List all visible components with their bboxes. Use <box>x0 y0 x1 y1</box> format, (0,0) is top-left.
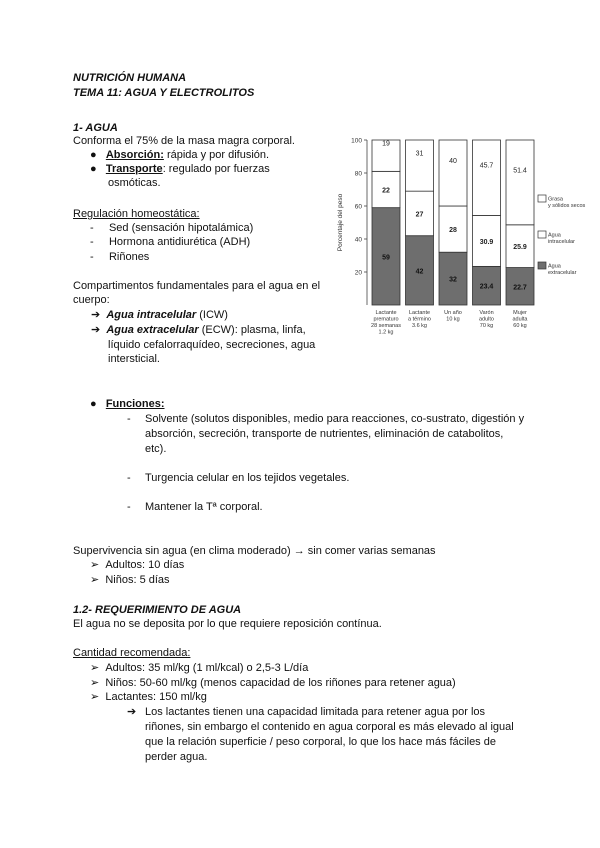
bar-value-label: 59 <box>382 254 390 262</box>
y-tick-label: 100 <box>351 137 362 145</box>
x-category-label: 28 semanas <box>371 323 401 329</box>
legend-label: Agua <box>548 263 561 270</box>
funcion-item: - <box>127 501 131 513</box>
x-category-label: adulta <box>512 316 528 323</box>
legend-swatch <box>538 231 546 238</box>
legend-label: intracelular <box>548 239 575 245</box>
bar-value-label: 22.7 <box>513 284 527 292</box>
x-category-label: Lactante <box>408 310 431 316</box>
section-heading-agua: 1- AGUA <box>73 122 118 134</box>
bar-value-label: 40 <box>449 158 457 165</box>
bar-value-label: 51.4 <box>513 167 527 175</box>
lactantes-note: perder agua. <box>145 751 208 763</box>
regulacion-item: - Riñones <box>90 251 150 263</box>
bar-value-label: 19 <box>382 140 390 148</box>
legend-label: Agua <box>548 232 561 239</box>
compartimentos-intro: Compartimentos fundamentales para el agua en el <box>73 280 321 292</box>
regulacion-item: - Sed (sensación hipotalámica) <box>90 222 254 234</box>
lactantes-note: que la relación superficie / peso corporal, lo que los hace más fáciles de <box>145 736 496 748</box>
lactantes-note: Los lactantes tienen una capacidad limitada para retener agua por los <box>145 706 486 718</box>
bullet-term: Absorción: <box>105 149 164 161</box>
lactantes-note: riñones, sin embargo el contenido en agua corporal es más elevado al igual <box>145 721 514 733</box>
y-tick-label: 80 <box>354 170 362 178</box>
course-title: NUTRICIÓN HUMANA <box>73 72 187 84</box>
arrow-icon: ➔ <box>91 309 101 321</box>
x-category-label: Mujer <box>513 310 527 316</box>
supervivencia-item: ➢ Niños: 5 días <box>90 574 170 586</box>
bullet-text: : regulado por fuerzas <box>162 163 270 175</box>
legend-label: y sólidos secos <box>548 203 586 209</box>
triangle-arrow-icon: ➢ <box>90 677 100 689</box>
x-category-label: 10 kg <box>446 316 460 323</box>
cantidad-item: ➢ Lactantes: 150 ml/kg <box>90 691 207 703</box>
bar-value-label: 25.9 <box>513 244 527 252</box>
x-category-label: adulto <box>479 316 494 323</box>
funcion-item: - <box>127 413 131 425</box>
intro-text: Conforma el 75% de la masa magra corporal. <box>73 135 295 147</box>
cantidad-item: ➢ Niños: 50-60 ml/kg (menos capacidad de los riñones para retener agua) <box>90 677 456 689</box>
bullet-dot: ● <box>90 149 97 161</box>
x-category-label: 70 kg <box>479 323 494 329</box>
funcion-text: absorción, secreción, transporte de nutrientes, eliminación de catabolitos, <box>145 428 504 440</box>
regulacion-item: - Hormona antidiurética (ADH) <box>90 236 251 248</box>
body-water-chart <box>330 130 600 345</box>
compartimento-ecw-cont: intersticial. <box>108 353 160 365</box>
funcion-text: Turgencia celular en los tejidos vegetales. <box>145 472 350 484</box>
triangle-arrow-icon: ➢ <box>90 559 100 571</box>
compartimento-icw: ➔ Agua intracelular (ICW) <box>91 309 228 321</box>
y-axis-label: Porcentaje del peso <box>337 193 344 252</box>
bar-value-label: 42 <box>415 268 424 276</box>
x-category-label: prematuro <box>373 316 399 323</box>
funciones-title: ● Funciones: <box>90 398 165 410</box>
x-category-label: 1.2 kg <box>378 329 394 336</box>
bullet-dot: ● <box>90 398 97 410</box>
legend-label: extracelular <box>548 270 577 276</box>
supervivencia-text: Supervivencia sin agua (en clima moderado) → sin comer varias semanas <box>73 545 436 557</box>
topic-title: TEMA 11: AGUA Y ELECTROLITOS <box>73 87 255 99</box>
triangle-arrow-icon: ➢ <box>90 662 100 674</box>
bar-segment <box>406 140 434 191</box>
triangle-arrow-icon: ➢ <box>90 691 100 703</box>
x-category-label: Un año <box>444 310 462 316</box>
funcion-text: etc). <box>145 443 167 455</box>
bar-value-label: 30.9 <box>479 238 494 246</box>
bar-value-label: 27 <box>415 211 424 219</box>
y-tick-label: 60 <box>354 203 362 211</box>
y-tick-label: 20 <box>354 269 362 277</box>
funcion-text: Solvente (solutos disponibles, medio para reacciones, co-sustrato, digestión y <box>145 413 525 425</box>
y-tick-label: 40 <box>354 236 362 244</box>
bar-value-label: 45.7 <box>479 162 494 170</box>
section-heading-requerimiento: 1.2- REQUERIMIENTO DE AGUA <box>73 604 242 616</box>
bar-value-label: 22 <box>382 187 390 195</box>
bullet-text: rápida y por difusión. <box>163 149 270 161</box>
compartimentos-intro-cont: cuerpo: <box>73 294 110 306</box>
compartimento-ecw: ➔ Agua extracelular (ECW): plasma, linfa, <box>91 324 306 336</box>
cantidad-title: Cantidad recomendada: <box>73 647 191 659</box>
compartimento-ecw-cont: líquido cefalorraquídeo, secreciones, agua <box>108 339 316 351</box>
bar-segment <box>439 140 467 206</box>
requerimiento-text: El agua no se deposita por lo que requiere reposición contínua. <box>73 618 382 630</box>
regulacion-title: Regulación homeostática: <box>73 208 200 220</box>
triangle-arrow-icon: ➢ <box>90 574 100 586</box>
cantidad-item: ➢ Adultos: 35 ml/kg (1 ml/kcal) o 2,5-3 L/día <box>90 662 309 674</box>
supervivencia-item: ➢ Adultos: 10 días <box>90 559 185 571</box>
bullet-term: Transporte <box>105 163 163 175</box>
x-category-label: Lactante <box>375 310 397 316</box>
bar-value-label: 31 <box>415 150 424 158</box>
bullet-dot: ● <box>90 163 97 175</box>
arrow-icon: ➔ <box>91 324 101 336</box>
bullet-transporte <box>90 162 270 177</box>
bar-segment <box>506 140 534 225</box>
x-category-label: Varón <box>479 310 494 316</box>
x-category-label: 60 kg <box>513 323 527 329</box>
bar-value-label: 28 <box>449 227 457 235</box>
bullet-absorcion <box>90 148 269 163</box>
bullet-transporte-cont: osmóticas. <box>108 177 161 189</box>
bar-segment <box>473 140 501 215</box>
legend-swatch <box>538 262 546 269</box>
x-category-label: a término <box>408 316 431 323</box>
funcion-item: - <box>127 472 131 484</box>
bar-value-label: 23.4 <box>479 283 494 291</box>
legend-label: Grasa <box>548 196 563 203</box>
funcion-text: Mantener la Tª corporal. <box>145 501 263 513</box>
legend-swatch <box>538 195 546 202</box>
bar-value-label: 32 <box>449 276 457 284</box>
x-category-label: 3.6 kg <box>412 323 427 329</box>
arrow-icon: ➔ <box>127 706 137 718</box>
